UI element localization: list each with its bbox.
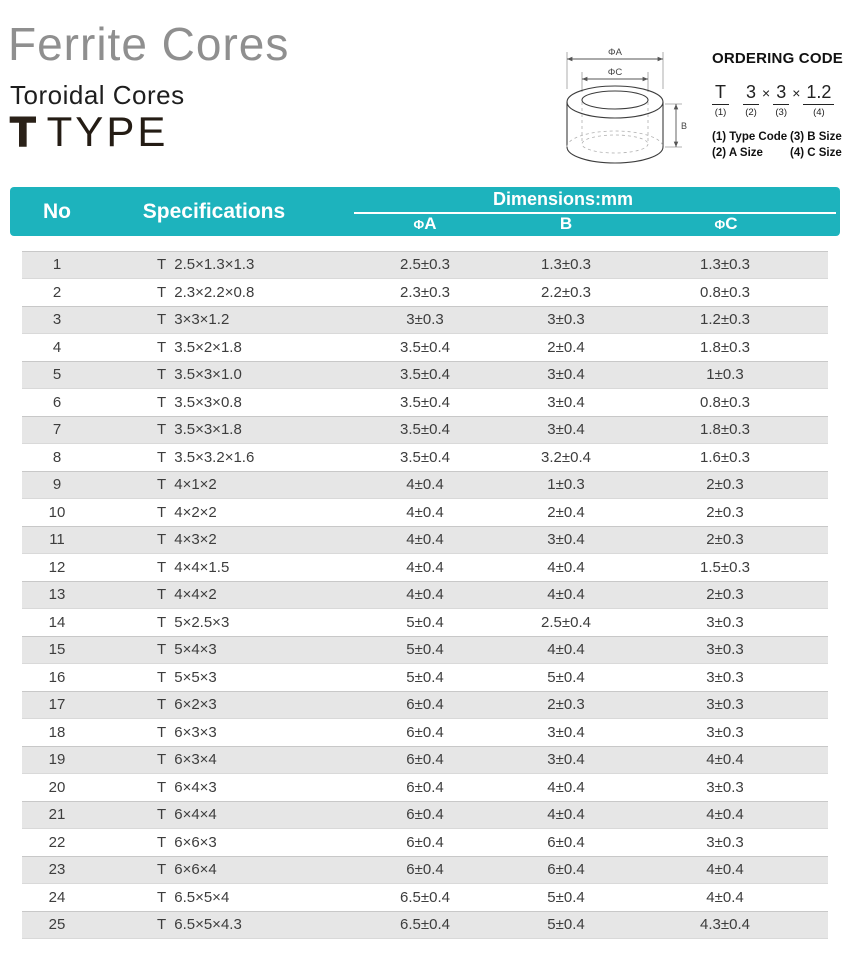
row-dim-c: 1.6±0.3 [700, 448, 750, 466]
row-number: 24 [48, 888, 66, 906]
legend-item: (1) Type Code [712, 130, 788, 143]
table-row [22, 691, 828, 719]
row-dim-c: 1.8±0.3 [700, 421, 750, 439]
row-dim-a: 6±0.4 [406, 861, 444, 879]
row-dim-c: 1±0.3 [706, 366, 744, 384]
table-row [22, 499, 828, 527]
column-header-no: No [43, 199, 71, 223]
code-part-a [743, 83, 759, 118]
table-body [22, 251, 828, 939]
row-dim-c: 2±0.3 [706, 531, 744, 549]
table-header [10, 187, 840, 236]
row-dim-a: 6±0.4 [406, 833, 444, 851]
row-dim-a: 4±0.4 [406, 586, 444, 604]
row-dim-b: 2±0.3 [547, 696, 585, 714]
row-dim-c: 3±0.3 [706, 668, 744, 686]
code-index: (1) [714, 106, 727, 118]
ordering-code [712, 83, 848, 118]
column-header-specifications: Specifications [142, 199, 286, 223]
toroid-diagram [548, 40, 708, 170]
row-dim-a: 4±0.4 [406, 558, 444, 576]
row-dim-c: 3±0.3 [706, 641, 744, 659]
table-row [22, 636, 828, 664]
type-title [10, 108, 168, 156]
row-dim-b: 4±0.4 [547, 806, 585, 824]
row-dim-c: 4±0.4 [706, 751, 744, 769]
row-dim-b: 3±0.4 [547, 393, 585, 411]
row-dim-c: 3±0.3 [706, 723, 744, 741]
table-row [22, 526, 828, 554]
table-row [22, 444, 828, 472]
table-row [22, 609, 828, 637]
row-dim-b: 1±0.3 [547, 476, 585, 494]
row-spec: T 6×4×3 [157, 778, 217, 796]
dim-label-b: B [681, 121, 688, 131]
row-number: 7 [52, 421, 62, 439]
row-dim-a: 3.5±0.4 [400, 393, 450, 411]
row-spec: T 6×3×4 [157, 751, 217, 769]
row-dim-c: 1.3±0.3 [700, 256, 750, 274]
row-spec: T 5×2.5×3 [157, 613, 230, 631]
row-number: 2 [52, 283, 62, 301]
row-dim-b: 2.5±0.4 [541, 613, 591, 631]
row-dim-a: 4±0.4 [406, 476, 444, 494]
row-dim-b: 2±0.4 [547, 338, 585, 356]
table-row [22, 911, 828, 939]
ordering-legend [712, 131, 848, 159]
code-index: (2) [745, 106, 757, 118]
row-number: 10 [48, 503, 66, 521]
row-dim-b: 3±0.4 [547, 751, 585, 769]
row-spec: T 6×2×3 [157, 696, 217, 714]
row-number: 6 [52, 393, 62, 411]
row-dim-a: 6.5±0.4 [400, 888, 450, 906]
table-row [22, 334, 828, 362]
row-number: 20 [48, 778, 66, 796]
row-number: 4 [52, 338, 62, 356]
row-dim-b: 4±0.4 [547, 641, 585, 659]
row-number: 25 [48, 916, 66, 934]
row-spec: T 6×6×4 [157, 861, 217, 879]
row-number: 16 [48, 668, 66, 686]
code-value: T [712, 83, 729, 105]
row-dim-b: 4±0.4 [547, 558, 585, 576]
table-row [22, 554, 828, 582]
table-row [22, 856, 828, 884]
code-index: (3) [775, 106, 788, 118]
row-dim-a: 3±0.3 [406, 311, 444, 329]
table-row [22, 581, 828, 609]
legend-item: (2) A Size [712, 146, 763, 159]
row-dim-c: 2±0.3 [706, 503, 744, 521]
table-row [22, 416, 828, 444]
table-row [22, 746, 828, 774]
row-spec: T 4×4×2 [157, 586, 217, 604]
row-dim-a: 2.5±0.3 [400, 256, 450, 274]
code-part-b [773, 83, 789, 118]
row-number: 12 [48, 558, 66, 576]
row-dim-c: 0.8±0.3 [700, 283, 750, 301]
row-spec: T 6×6×3 [157, 833, 217, 851]
code-value: 3 [743, 83, 759, 105]
row-dim-a: 3.5±0.4 [400, 421, 450, 439]
row-dim-b: 6±0.4 [547, 833, 585, 851]
row-dim-a: 4±0.4 [406, 503, 444, 521]
row-spec: T 2.5×1.3×1.3 [157, 256, 255, 274]
phi-symbol: Φ [413, 217, 425, 232]
row-dim-c: 1.5±0.3 [700, 558, 750, 576]
table-row [22, 306, 828, 334]
row-spec: T 3.5×3×1.8 [157, 421, 242, 439]
row-number: 9 [52, 476, 62, 494]
row-number: 18 [48, 723, 66, 741]
page-subtitle: Toroidal Cores [10, 80, 185, 110]
page-title: Ferrite Cores [8, 18, 290, 70]
column-letter: B [559, 214, 573, 233]
row-spec: T 4×3×2 [157, 531, 217, 549]
row-dim-a: 5±0.4 [406, 613, 444, 631]
row-spec: T 3.5×3.2×1.6 [157, 448, 255, 466]
row-dim-c: 3±0.3 [706, 778, 744, 796]
row-spec: T 3.5×3×1.0 [157, 366, 242, 384]
row-number: 13 [48, 586, 66, 604]
column-group-dimensions: Dimensions:mm [492, 189, 634, 209]
row-number: 19 [48, 751, 66, 769]
table-row [22, 279, 828, 307]
ordering-code-block [712, 50, 848, 159]
column-letter: C [725, 214, 738, 233]
table-row [22, 719, 828, 747]
row-spec: T 6.5×5×4.3 [157, 916, 242, 934]
multiply-sign: × [792, 85, 801, 101]
ordering-code-title: ORDERING CODE [712, 50, 843, 67]
row-dim-b: 6±0.4 [547, 861, 585, 879]
row-dim-b: 5±0.4 [547, 888, 585, 906]
row-dim-a: 3.5±0.4 [400, 448, 450, 466]
row-spec: T 3.5×3×0.8 [157, 393, 242, 411]
row-dim-c: 4±0.4 [706, 806, 744, 824]
table-row [22, 801, 828, 829]
row-dim-c: 0.8±0.3 [700, 393, 750, 411]
row-number: 22 [48, 833, 66, 851]
row-spec: T 6×4×4 [157, 806, 217, 824]
row-dim-c: 4±0.4 [706, 861, 744, 879]
row-spec: T 2.3×2.2×0.8 [157, 283, 255, 301]
table-row [22, 829, 828, 857]
row-number: 15 [48, 641, 66, 659]
row-dim-c: 3±0.3 [706, 696, 744, 714]
multiply-sign: × [762, 85, 771, 101]
code-index: (4) [813, 106, 825, 118]
row-spec: T 4×1×2 [157, 476, 217, 494]
row-spec: T 6.5×5×4 [157, 888, 230, 906]
row-dim-a: 6±0.4 [406, 751, 444, 769]
row-dim-b: 3±0.4 [547, 531, 585, 549]
table-row [22, 361, 828, 389]
row-dim-b: 3.2±0.4 [541, 448, 591, 466]
row-dim-a: 5±0.4 [406, 641, 444, 659]
row-dim-a: 4±0.4 [406, 531, 444, 549]
column-header-phi-c [715, 213, 738, 235]
code-part-type [712, 83, 729, 118]
code-value: 3 [773, 83, 789, 105]
row-dim-b: 1.3±0.3 [541, 256, 591, 274]
code-part-c [803, 83, 834, 118]
table-row [22, 471, 828, 499]
table-row [22, 774, 828, 802]
row-dim-b: 4±0.4 [547, 586, 585, 604]
type-letter: T [10, 108, 36, 155]
row-dim-c: 3±0.3 [706, 833, 744, 851]
row-dim-b: 3±0.3 [547, 311, 585, 329]
row-dim-a: 6±0.4 [406, 806, 444, 824]
type-word: TYPE [46, 108, 169, 155]
row-number: 3 [52, 311, 62, 329]
row-dim-c: 2±0.3 [706, 476, 744, 494]
row-dim-a: 6±0.4 [406, 696, 444, 714]
row-spec: T 3×3×1.2 [157, 311, 230, 329]
phi-symbol: Φ [714, 217, 726, 232]
row-number: 23 [48, 861, 66, 879]
table-row [22, 389, 828, 417]
row-dim-b: 2±0.4 [547, 503, 585, 521]
toroid-drawing-svg [548, 40, 708, 170]
row-dim-b: 5±0.4 [547, 916, 585, 934]
row-spec: T 5×4×3 [157, 641, 217, 659]
row-spec: T 5×5×3 [157, 668, 217, 686]
row-number: 8 [52, 448, 62, 466]
row-dim-c: 4.3±0.4 [700, 916, 750, 934]
row-dim-b: 5±0.4 [547, 668, 585, 686]
row-spec: T 4×4×1.5 [157, 558, 230, 576]
row-number: 17 [48, 696, 66, 714]
row-dim-a: 3.5±0.4 [400, 338, 450, 356]
row-dim-a: 6±0.4 [406, 778, 444, 796]
row-number: 21 [48, 806, 66, 824]
row-dim-a: 6.5±0.4 [400, 916, 450, 934]
row-dim-b: 3±0.4 [547, 421, 585, 439]
row-dim-a: 5±0.4 [406, 668, 444, 686]
row-dim-c: 4±0.4 [706, 888, 744, 906]
row-spec: T 3.5×2×1.8 [157, 338, 242, 356]
row-dim-a: 3.5±0.4 [400, 366, 450, 384]
table-row [22, 884, 828, 912]
row-number: 14 [48, 613, 66, 631]
row-spec: T 6×3×3 [157, 723, 217, 741]
legend-item: (3) B Size [790, 130, 842, 143]
column-header-phi-a [414, 213, 437, 235]
row-dim-a: 6±0.4 [406, 723, 444, 741]
table-row [22, 664, 828, 692]
column-letter: A [424, 214, 437, 233]
row-dim-b: 4±0.4 [547, 778, 585, 796]
row-dim-a: 2.3±0.3 [400, 283, 450, 301]
row-dim-b: 2.2±0.3 [541, 283, 591, 301]
dim-label-phi-a: ΦA [608, 47, 622, 58]
row-dim-b: 3±0.4 [547, 723, 585, 741]
column-header-b [560, 213, 572, 235]
row-dim-b: 3±0.4 [547, 366, 585, 384]
row-number: 1 [52, 256, 62, 274]
legend-item: (4) C Size [790, 146, 842, 159]
row-dim-c: 2±0.3 [706, 586, 744, 604]
row-number: 11 [49, 531, 65, 549]
code-value: 1.2 [803, 83, 834, 105]
row-spec: T 4×2×2 [157, 503, 217, 521]
row-dim-c: 1.8±0.3 [700, 338, 750, 356]
dim-label-phi-c: ΦC [607, 67, 623, 78]
row-dim-c: 1.2±0.3 [700, 311, 750, 329]
table-row [22, 251, 828, 279]
row-dim-c: 3±0.3 [706, 613, 744, 631]
row-number: 5 [52, 366, 62, 384]
